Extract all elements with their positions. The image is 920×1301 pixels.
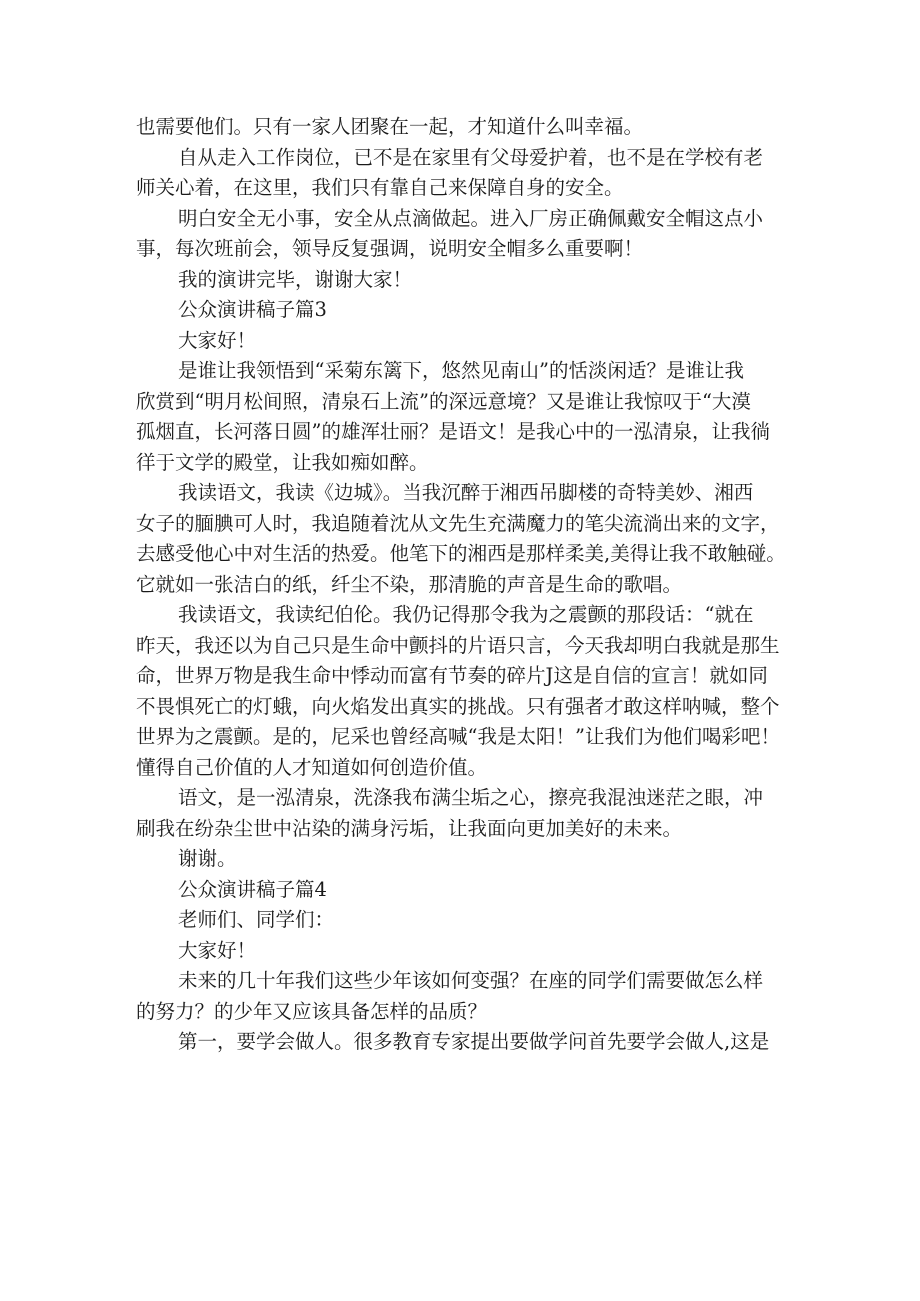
text-line: 的努力？的少年又应该具备怎样的品质？ xyxy=(136,999,488,1023)
text-line: 师关心着，在这里，我们只有靠自己来保障自身的安全。 xyxy=(136,176,624,199)
text-line: 自从走入工作岗位，已不是在家里有父母爱护着，也不是在学校有老 xyxy=(178,145,764,169)
section-heading: 公众演讲稿子篇3 xyxy=(178,298,327,321)
text-line: 也需要他们。只有一家人团聚在一起，才知道什么叫幸福。 xyxy=(136,115,644,138)
text-line: 懂得自己价值的人才知道如何创造价值。 xyxy=(136,755,488,779)
text-line: 昨天，我还以为自己只是生命中颤抖的片语只言，今天我却明白我就是那生 xyxy=(136,633,780,657)
section-heading: 公众演讲稿子篇4 xyxy=(178,877,327,901)
text-line: 我读语文，我读《边城》。当我沉醉于湘西吊脚楼的奇特美妙、湘西 xyxy=(178,481,754,504)
text-line: 孤烟直，长河落日圆”的雄浑壮丽？是语文！是我心中的一泓清泉，让我徜 xyxy=(136,420,770,443)
text-line: 未来的几十年我们这些少年该如何变强？在座的同学们需要做怎么样 xyxy=(178,969,764,992)
text-line: 事，每次班前会，领导反复强调，说明安全帽多么重要啊！ xyxy=(136,237,644,260)
text-line: 不畏惧死亡的灯蛾，向火焰发出真实的挑战。只有强者才敢这样呐喊，整个 xyxy=(136,694,780,718)
text-line: 老师们、同学们： xyxy=(178,908,335,931)
text-line: 语文，是一泓清泉，洗涤我布满尘垢之心，擦亮我混浊迷茫之眼，冲 xyxy=(178,786,764,809)
text-line: 刷我在纷杂尘世中沾染的满身污垢，让我面向更加美好的未来。 xyxy=(136,816,683,840)
text-line: 是谁让我领悟到“采菊东篱下，悠然见南山”的恬淡闲适？是谁让我 xyxy=(178,359,744,382)
document-body xyxy=(136,112,796,1058)
text-line: 命，世界万物是我生命中悸动而富有节奏的碎片J这是自信的宣言！就如同 xyxy=(136,664,768,687)
text-line: 第一，要学会做人。很多教育专家提出要做学问首先要学会做人,这是 xyxy=(178,1030,770,1053)
text-line: 明白安全无小事，安全从点滴做起。进入厂房正确佩戴安全帽这点小 xyxy=(178,206,764,230)
text-line: 我读语文，我读纪伯伦。我仍记得那令我为之震颤的那段话：“就在 xyxy=(178,603,754,626)
text-line: 谢谢。 xyxy=(178,847,237,870)
text-line: 徉于文学的殿堂，让我如痴如醉。 xyxy=(136,450,429,474)
text-line: 去感受他心中对生活的热爱。他笔下的湘西是那样柔美,美得让我不敢触碰。 xyxy=(136,542,786,565)
text-line: 我的演讲完毕，谢谢大家！ xyxy=(178,267,413,291)
text-line: 大家好！ xyxy=(178,938,257,962)
text-line: 大家好！ xyxy=(178,328,257,352)
text-line: 女子的腼腆可人时，我追随着沈从文先生充满魔力的笔尖流淌出来的文字， xyxy=(136,511,780,535)
text-line: 欣赏到“明月松间照，清泉石上流”的深远意境？又是谁让我惊叹于“大漠 xyxy=(136,389,751,413)
text-line: 它就如一张洁白的纸，纤尘不染，那清脆的声音是生命的歌唱。 xyxy=(136,572,683,596)
text-line: 世界为之震颤。是的，尼采也曾经高喊“我是太阳！”让我们为他们喝彩吧！ xyxy=(136,725,780,748)
